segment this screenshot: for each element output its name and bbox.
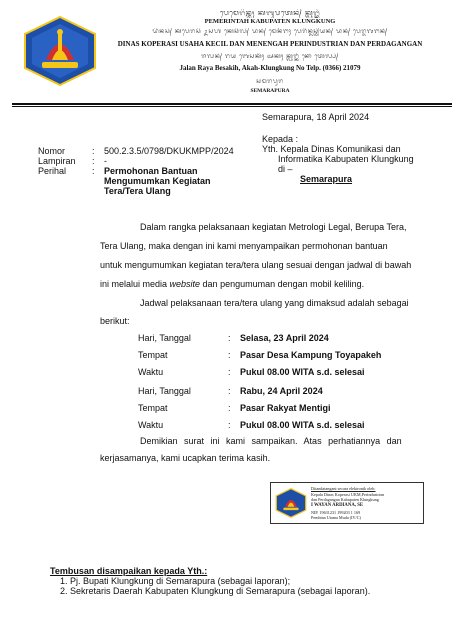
schedule-1-waktu-colon: : (228, 367, 231, 377)
schedule-2-tempat-colon: : (228, 403, 231, 413)
signature-line-3: dan Perdagangan Kabupaten Klungkung (311, 497, 379, 502)
recipient-line-1: Yth. Kepala Dinas Komunikasi dan (262, 144, 401, 154)
letterhead-script-mid: ᬤᬶᬦᬲ᭄ ᬓᬧᬾᬭᬲᬶ ᬉᬲᬳ ᬓᬾᬘᬶᬮ᭄ ᬤᬦ᭄ ᬫᬾᬦᭂᬗᬄ ᬧᬾᬭᬶᬦ᭄ᬤᬸᬲ᭄ᬢ᭄ᬭᬶᬬᬦ᭄ ᬤᬦ᭄ ᬧᬾᬭ᭄ᬤᬕᬗᬦ᭄ (152, 28, 388, 35)
schedule-2-hari-colon: : (228, 386, 231, 396)
schedule-1-tempat-colon: : (228, 350, 231, 360)
body-p1-line-2: Tera Ulang, maka dengan ini kami menyampaikan permohonan bantuan (100, 241, 388, 251)
nomor-colon: : (92, 146, 95, 156)
signature-name: I WAYAN ARDIANA, SE (311, 503, 364, 508)
schedule-2-waktu-label: Waktu (138, 420, 164, 430)
body-p1-website: website (169, 279, 201, 289)
perihal-label: Perihal (38, 166, 67, 176)
tembusan-item-2: 2. Sekretaris Daerah Kabupaten Klungkung di Semarapura (sebagai laporan). (60, 586, 371, 596)
letterhead-gov-name: PEMERINTAH KABUPATEN KLUNGKUNG (204, 18, 336, 25)
closing-line-1: Demikian surat ini kami sampaikan. Atas perhatiannya dan (140, 436, 402, 446)
lampiran-label: Lampiran (38, 156, 76, 166)
schedule-1-hari-value: Selasa, 23 April 2024 (240, 333, 329, 343)
tembusan-title: Tembusan disampaikan kepada Yth.: (50, 566, 208, 576)
body-p2-line-1: Jadwal pelaksanaan tera/tera ulang yang dimaksud adalah sebagai (140, 298, 409, 308)
letterhead-rule-thin (12, 106, 452, 107)
lampiran-value: - (104, 156, 107, 166)
letterhead-agency-name: DINAS KOPERASI USAHA KECIL DAN MENENGAH PERINDUSTRIAN DAN PERDAGANGAN (117, 40, 423, 48)
schedule-2-tempat-value: Pasar Rakyat Mentigi (240, 403, 331, 413)
lampiran-colon: : (92, 156, 95, 166)
body-p1-line-4a: ini melalui media (100, 279, 170, 289)
recipient-line-2: Informatika Kabupaten Klungkung (278, 154, 414, 164)
body-p2-line-2: berikut: (100, 316, 130, 326)
letterhead-script-city: ᬲᬫᬭᬧᬸᬭ (256, 78, 284, 85)
recipient-line-3: di – (278, 164, 293, 174)
schedule-1-waktu-value: Pukul 08.00 WITA s.d. selesai (240, 367, 365, 377)
letter-date: Semarapura, 18 April 2024 (262, 112, 370, 122)
perihal-line-1: Permohonan Bantuan (104, 166, 198, 176)
schedule-2-tempat-label: Tempat (138, 403, 168, 413)
electronic-signature-box (270, 482, 424, 524)
schedule-1-hari-colon: : (228, 333, 231, 343)
body-p1-line-1: Dalam rangka pelaksanaan kegiatan Metrologi Legal, Berupa Tera, (140, 222, 407, 232)
signature-logo-icon (275, 487, 307, 519)
letterhead-script-top: ᬧᬾᬫᬾᬭᬶᬦ᭄ᬢᬄ ᬓᬩᬸᬧᬢᬾᬦ᭄ ᬓ᭄ᬮᬸᬗ᭄ᬓᬸᬂ (219, 9, 321, 17)
tembusan-item-1: 1. Pj. Bupati Klungkung di Semarapura (sebagai laporan); (60, 576, 291, 586)
schedule-1-waktu-label: Waktu (138, 367, 164, 377)
body-p1-line-4 (100, 279, 364, 290)
schedule-1-tempat-label: Tempat (138, 350, 168, 360)
closing-line-2: kerjasamanya, kami ucapkan terima kasih. (100, 453, 271, 463)
letterhead-city: SEMARAPURA (250, 88, 290, 94)
recipient-place: Semarapura (300, 174, 353, 184)
letterhead-address: Jalan Raya Besakih, Akah-Klungkung No Telp. (0366) 21079 (179, 64, 361, 72)
schedule-1-hari-label: Hari, Tanggal (138, 333, 191, 343)
perihal-line-2: Mengumumkan Kegiatan (104, 176, 211, 186)
signature-rank: Pembina Utama Muda (IV/C) (311, 515, 361, 520)
perihal-colon: : (92, 166, 95, 176)
schedule-2-hari-label: Hari, Tanggal (138, 386, 191, 396)
body-p1-line-3: untuk mengumumkan kegiatan tera/tera ulang sesuai dengan jadwal di bawah (100, 260, 412, 270)
klungkung-logo-icon (22, 16, 98, 86)
nomor-value: 500.2.3.5/0798/DKUKMPP/2024 (104, 146, 234, 156)
recipient-kepada: Kepada : (262, 134, 299, 144)
schedule-1-tempat-value: Pasar Desa Kampung Toyapakeh (240, 350, 382, 360)
schedule-2-waktu-value: Pukul 08.00 WITA s.d. selesai (240, 420, 365, 430)
signature-line-2: Kepala Dinas Koperasi UKM,Perindustrian (311, 492, 385, 497)
schedule-2-hari-value: Rabu, 24 April 2024 (240, 386, 323, 396)
signature-nip: NIP. 19631231 199203 1 169 (311, 510, 361, 515)
perihal-line-3: Tera/Tera Ulang (104, 186, 171, 196)
letterhead-script-address: ᬚᬮᬦ᭄ ᬭᬬ ᬩᬾᬲᬓᬶᬄ ᬅᬓᬄ ᬓ᭄ᬮᬸᬗ᭄ᬓᬸᬂ ᬦᭀ ᬢᬾᬮ᭄ᬧ᭄ (201, 53, 339, 60)
body-p1-line-4c: dan pengumuman dengan mobil keliling. (200, 279, 365, 289)
schedule-2-waktu-colon: : (228, 420, 231, 430)
signature-line-1: Ditandatangani secara elektronik oleh: (311, 486, 376, 491)
letterhead-rule-thick (12, 103, 452, 105)
nomor-label: Nomor (38, 146, 66, 156)
